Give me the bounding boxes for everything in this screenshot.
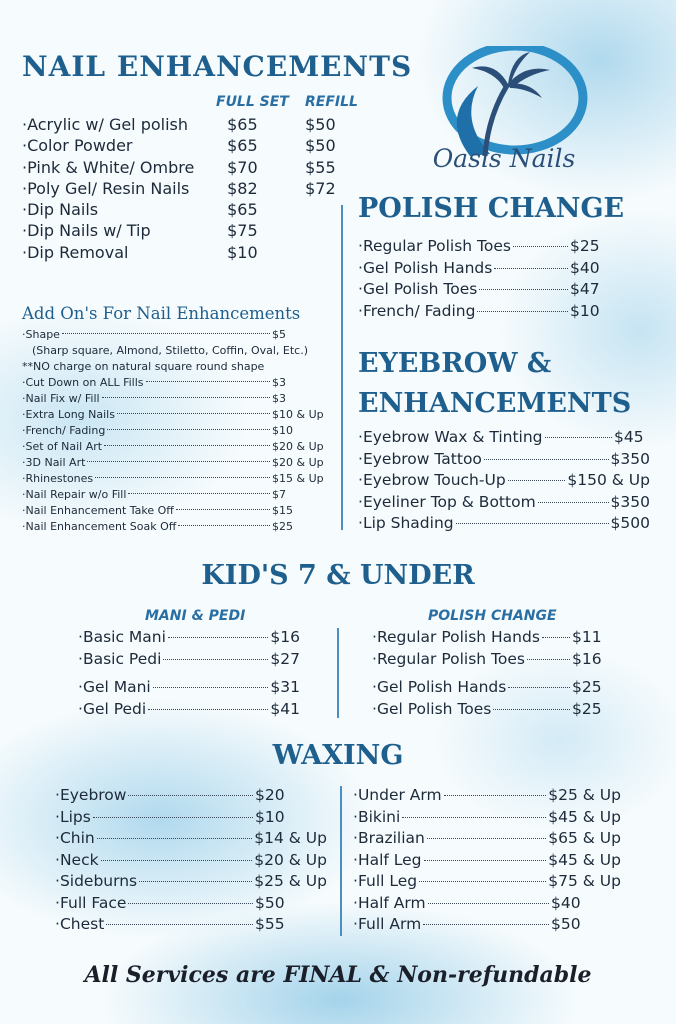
list-item bbox=[22, 519, 324, 535]
bullet: · bbox=[78, 649, 83, 668]
item-price: $25 & Up bbox=[548, 786, 621, 804]
full-set-price: $82 bbox=[227, 178, 258, 198]
item-price: $25 bbox=[272, 520, 293, 533]
item-name: Poly Gel/ Resin Nails bbox=[27, 178, 190, 198]
item-name: French/ Fading bbox=[25, 424, 106, 437]
eyebrow-list bbox=[358, 427, 650, 535]
item-price: $16 bbox=[270, 628, 300, 646]
item-price: $7 bbox=[272, 488, 286, 501]
list-item bbox=[22, 199, 362, 220]
kids-title: KID'S 7 & UNDER bbox=[201, 560, 475, 591]
bullet: · bbox=[358, 258, 363, 277]
bullet: · bbox=[353, 872, 358, 890]
item-name: Eyebrow Touch-Up bbox=[362, 471, 506, 489]
bullet: · bbox=[22, 440, 26, 453]
item-price: $11 bbox=[572, 628, 602, 646]
item-name: Half Arm bbox=[357, 893, 426, 912]
leader-dots bbox=[479, 289, 568, 290]
item-price: $5 bbox=[272, 328, 286, 341]
bullet: · bbox=[22, 472, 26, 485]
bullet: · bbox=[22, 488, 26, 501]
polish-change-title: POLISH CHANGE bbox=[358, 193, 625, 224]
shape-note-2: **NO charge on natural square round shape bbox=[22, 360, 265, 373]
item-price: $15 & Up bbox=[272, 472, 324, 485]
leader-dots bbox=[427, 838, 546, 839]
list-item bbox=[55, 893, 327, 915]
item-name: Dip Removal bbox=[27, 242, 129, 262]
item-name: Eyebrow Wax & Tinting bbox=[362, 428, 543, 446]
bullet: · bbox=[353, 807, 358, 826]
leader-dots bbox=[513, 246, 568, 247]
item-price: $50 bbox=[551, 915, 581, 933]
bullet: · bbox=[353, 893, 358, 912]
item-price: $20 bbox=[255, 786, 285, 804]
leader-dots bbox=[163, 659, 268, 660]
list-item bbox=[22, 503, 324, 519]
bullet: · bbox=[78, 699, 83, 718]
item-price: $10 bbox=[570, 301, 600, 320]
item-name: Regular Polish Toes bbox=[362, 237, 511, 255]
item-name: Gel Mani bbox=[82, 678, 151, 696]
bullet: · bbox=[22, 178, 28, 198]
list-item bbox=[22, 407, 324, 423]
list-item bbox=[22, 242, 362, 263]
leader-dots bbox=[139, 881, 252, 882]
list-item bbox=[372, 699, 602, 721]
leader-dots bbox=[508, 480, 566, 481]
item-price: $20 & Up bbox=[272, 456, 324, 469]
item-price: $3 bbox=[272, 392, 286, 405]
list-item bbox=[358, 258, 606, 280]
item-name: Gel Polish Hands bbox=[362, 258, 493, 277]
nail-list bbox=[22, 114, 362, 263]
item-name: Eyebrow bbox=[59, 786, 127, 804]
leader-dots bbox=[423, 924, 549, 925]
item-name: Regular Polish Hands bbox=[376, 628, 540, 646]
list-item bbox=[22, 220, 362, 241]
list-item bbox=[372, 649, 602, 671]
leader-dots bbox=[153, 687, 269, 688]
bullet: · bbox=[358, 237, 363, 255]
bullet: · bbox=[358, 471, 363, 489]
list-item bbox=[78, 677, 300, 699]
list-item bbox=[55, 871, 327, 893]
bullet: · bbox=[55, 786, 60, 804]
item-price: $500 bbox=[610, 514, 650, 532]
list-item bbox=[358, 513, 650, 535]
leader-dots bbox=[178, 525, 270, 526]
item-name: Full Leg bbox=[357, 872, 418, 890]
item-name: Pink & White/ Ombre bbox=[27, 157, 195, 177]
shape-note: (Sharp square, Almond, Stiletto, Coffin, Oval, Etc.) bbox=[32, 344, 309, 357]
list-item bbox=[358, 449, 650, 471]
list-item bbox=[22, 471, 324, 487]
item-price: $350 bbox=[610, 449, 650, 468]
list-item bbox=[358, 236, 606, 258]
item-name: Rhinestones bbox=[25, 472, 94, 485]
item-name: Eyeliner Top & Bottom bbox=[362, 492, 536, 511]
leader-dots bbox=[538, 502, 609, 503]
kids-divider bbox=[337, 628, 339, 718]
bullet: · bbox=[358, 514, 363, 532]
bullet: · bbox=[78, 628, 83, 646]
item-name: Chest bbox=[59, 915, 105, 933]
kids-mani-pedi-header: MANI & PEDI bbox=[145, 608, 246, 624]
leader-dots bbox=[128, 903, 253, 904]
full-set-header: FULL SET bbox=[216, 94, 289, 110]
refill-price: $72 bbox=[305, 178, 336, 198]
kids-polish-header: POLISH CHANGE bbox=[428, 608, 557, 624]
item-price: $25 & Up bbox=[254, 872, 327, 890]
item-name: Nail Fix w/ Fill bbox=[25, 392, 100, 405]
waxing-right-list bbox=[353, 785, 621, 936]
item-price: $20 & Up bbox=[254, 850, 327, 869]
leader-dots bbox=[128, 493, 270, 494]
leader-dots bbox=[493, 709, 570, 710]
bullet: · bbox=[353, 915, 358, 933]
nail-enhancements-title: NAIL ENHANCEMENTS bbox=[22, 50, 413, 83]
leader-dots bbox=[106, 924, 253, 925]
list-item bbox=[55, 807, 327, 829]
list-item bbox=[22, 423, 324, 439]
bullet: · bbox=[372, 628, 377, 646]
bullet: · bbox=[22, 376, 26, 389]
item-price: $350 bbox=[610, 492, 650, 511]
leader-dots bbox=[93, 817, 253, 818]
item-name: 3D Nail Art bbox=[25, 456, 86, 469]
full-set-price: $70 bbox=[227, 157, 258, 177]
item-price: $50 bbox=[255, 893, 285, 912]
leader-dots bbox=[494, 268, 568, 269]
item-price: $31 bbox=[270, 678, 300, 696]
leader-dots bbox=[117, 413, 270, 414]
bullet: · bbox=[78, 678, 83, 696]
item-name: Dip Nails w/ Tip bbox=[27, 221, 151, 241]
bullet: · bbox=[22, 408, 26, 421]
list-item bbox=[78, 699, 300, 721]
item-name: Under Arm bbox=[357, 786, 442, 804]
bullet: · bbox=[22, 242, 28, 262]
bullet: · bbox=[22, 456, 26, 469]
list-item: · Shape $5 bbox=[22, 327, 324, 343]
leader-dots bbox=[128, 795, 253, 796]
leader-dots bbox=[168, 637, 269, 638]
list-item bbox=[22, 391, 324, 407]
list-item bbox=[358, 492, 650, 514]
item-price: $55 bbox=[255, 915, 285, 933]
list-item bbox=[353, 785, 621, 807]
bullet: · bbox=[22, 221, 28, 241]
bullet: · bbox=[55, 850, 60, 869]
leader-dots bbox=[176, 509, 270, 510]
bullet: · bbox=[372, 678, 377, 696]
item-name: Chin bbox=[59, 829, 95, 847]
item-price: $10 bbox=[255, 807, 285, 826]
list-item bbox=[372, 627, 602, 649]
list-item bbox=[353, 914, 621, 936]
item-price: $16 bbox=[572, 649, 602, 668]
list-item bbox=[22, 455, 324, 471]
full-set-price: $10 bbox=[227, 242, 258, 262]
item-name: Gel Polish Toes bbox=[376, 699, 492, 718]
leader-dots bbox=[148, 709, 268, 710]
item-name: Basic Mani bbox=[82, 628, 166, 646]
list-item bbox=[55, 785, 327, 807]
item-name: Set of Nail Art bbox=[25, 440, 103, 453]
item-name: Neck bbox=[59, 850, 99, 869]
addons-list bbox=[22, 327, 324, 535]
list-item bbox=[22, 135, 362, 156]
item-name: Gel Polish Toes bbox=[362, 280, 478, 298]
item-name: Regular Polish Toes bbox=[376, 649, 525, 668]
item-name: Cut Down on ALL Fills bbox=[25, 376, 144, 389]
bullet: · bbox=[358, 280, 363, 298]
list-item bbox=[353, 871, 621, 893]
list-item bbox=[358, 279, 606, 301]
refill-price: $55 bbox=[305, 157, 336, 177]
bullet: · bbox=[22, 392, 26, 405]
item-price: $150 & Up bbox=[567, 471, 650, 489]
item-name: Half Leg bbox=[357, 850, 422, 869]
full-set-price: $65 bbox=[227, 136, 258, 156]
bullet: · bbox=[353, 850, 358, 869]
leader-dots bbox=[484, 459, 609, 460]
item-price: $47 bbox=[570, 280, 600, 298]
bullet: · bbox=[22, 424, 26, 437]
eyebrow-title-line2: ENHANCEMENTS bbox=[358, 388, 632, 419]
item-price: $45 & Up bbox=[548, 807, 621, 826]
list-item bbox=[55, 914, 327, 936]
list-item bbox=[353, 893, 621, 915]
addons-title: Add On's For Nail Enhancements bbox=[22, 304, 301, 323]
list-item bbox=[22, 114, 362, 135]
leader-dots bbox=[419, 881, 546, 882]
leader-dots bbox=[104, 445, 270, 446]
list-item bbox=[78, 649, 300, 671]
list-item bbox=[22, 178, 362, 199]
item-name: Basic Pedi bbox=[82, 649, 162, 668]
list-item bbox=[22, 487, 324, 503]
item-name: Color Powder bbox=[27, 136, 133, 156]
item-price: $3 bbox=[272, 376, 286, 389]
item-price: $40 bbox=[551, 893, 581, 912]
bullet: · bbox=[358, 428, 363, 446]
bullet: · bbox=[353, 786, 358, 804]
item-price: $45 & Up bbox=[548, 850, 621, 869]
eyebrow-title bbox=[358, 344, 631, 424]
column-divider bbox=[341, 205, 343, 530]
logo bbox=[400, 46, 600, 186]
item-name: Nail Repair w/o Fill bbox=[25, 488, 127, 501]
leader-dots bbox=[424, 860, 547, 861]
list-item bbox=[22, 375, 324, 391]
item-name: Acrylic w/ Gel polish bbox=[27, 115, 189, 134]
leader-dots bbox=[102, 397, 270, 398]
waxing-divider bbox=[340, 786, 342, 936]
item-price: $10 bbox=[272, 424, 293, 437]
bullet: · bbox=[353, 829, 358, 847]
waxing-left-list bbox=[55, 785, 327, 936]
leader-dots bbox=[444, 795, 547, 796]
item-name: Full Arm bbox=[357, 915, 422, 933]
list-item bbox=[22, 439, 324, 455]
leader-dots bbox=[95, 477, 270, 478]
leader-dots bbox=[477, 311, 568, 312]
bullet: · bbox=[358, 301, 363, 320]
bullet: · bbox=[358, 492, 363, 511]
item-price: $14 & Up bbox=[254, 829, 327, 847]
item-price: $27 bbox=[270, 649, 300, 668]
bullet: · bbox=[55, 807, 60, 826]
list-item bbox=[358, 301, 606, 323]
waxing-title: WAXING bbox=[272, 740, 404, 771]
item-name: Extra Long Nails bbox=[25, 408, 115, 421]
kids-right-list bbox=[372, 627, 602, 720]
leader-dots bbox=[456, 523, 609, 524]
leader-dots bbox=[527, 659, 570, 660]
item-name: Dip Nails bbox=[27, 200, 99, 220]
full-set-price: $75 bbox=[227, 221, 258, 241]
bullet: · bbox=[22, 115, 28, 134]
bullet: · bbox=[22, 504, 26, 517]
list-item bbox=[55, 828, 327, 850]
item-price: $65 & Up bbox=[548, 829, 621, 847]
list-item bbox=[55, 850, 327, 872]
footer-note: All Services are FINAL & Non-refundable bbox=[84, 962, 592, 988]
list-item bbox=[358, 470, 650, 492]
item-name: French/ Fading bbox=[362, 301, 476, 320]
item-price: $45 bbox=[614, 428, 644, 446]
logo-text: Oasis Nails bbox=[432, 144, 576, 173]
item-name: Full Face bbox=[59, 893, 127, 912]
list-item bbox=[372, 677, 602, 699]
item-name: Brazilian bbox=[357, 829, 425, 847]
polish-list bbox=[358, 236, 606, 322]
item-price: $40 bbox=[570, 258, 600, 277]
list-item bbox=[353, 850, 621, 872]
item-name: Nail Enhancement Soak Off bbox=[25, 520, 177, 533]
list-item bbox=[353, 807, 621, 829]
bullet: · bbox=[22, 520, 26, 533]
leader-dots bbox=[508, 687, 570, 688]
item-price: $20 & Up bbox=[272, 440, 324, 453]
leader-dots bbox=[97, 838, 253, 839]
leader-dots bbox=[428, 903, 549, 904]
bullet: · bbox=[55, 915, 60, 933]
item-name: Sideburns bbox=[59, 872, 138, 890]
list-item bbox=[358, 427, 650, 449]
item-name: Gel Polish Hands bbox=[376, 678, 507, 696]
bullet: · bbox=[55, 829, 60, 847]
leader-dots bbox=[87, 461, 270, 462]
leader-dots bbox=[101, 860, 253, 861]
refill-header: REFILL bbox=[305, 94, 358, 110]
bullet: · bbox=[22, 157, 28, 177]
bullet: · bbox=[372, 649, 377, 668]
list-item bbox=[78, 627, 300, 649]
refill-price: $50 bbox=[305, 136, 336, 156]
leader-dots bbox=[542, 637, 570, 638]
item-name: Nail Enhancement Take Off bbox=[25, 504, 174, 517]
bullet: · bbox=[22, 136, 28, 156]
leader-dots bbox=[146, 381, 270, 382]
leader-dots bbox=[545, 437, 612, 438]
item-price: $25 bbox=[572, 699, 602, 718]
full-set-price: $65 bbox=[227, 115, 258, 134]
item-price: $10 & Up bbox=[272, 408, 324, 421]
full-set-price: $65 bbox=[227, 200, 258, 220]
item-price: $25 bbox=[570, 237, 600, 255]
bullet: · bbox=[22, 200, 28, 220]
leader-dots bbox=[107, 429, 270, 430]
item-price: $41 bbox=[270, 699, 300, 718]
eyebrow-title-line1: EYEBROW & bbox=[358, 348, 552, 379]
bullet: · bbox=[55, 893, 60, 912]
item-name: Shape bbox=[25, 328, 60, 341]
item-name: Gel Pedi bbox=[82, 699, 147, 718]
item-price: $15 bbox=[272, 504, 293, 517]
item-name: Lip Shading bbox=[362, 514, 454, 532]
refill-price: $50 bbox=[305, 115, 336, 134]
list-item bbox=[353, 828, 621, 850]
item-price: $75 & Up bbox=[548, 872, 621, 890]
item-name: Bikini bbox=[357, 807, 401, 826]
bullet: · bbox=[372, 699, 377, 718]
bullet: · bbox=[358, 449, 363, 468]
bullet: · bbox=[55, 872, 60, 890]
kids-left-list bbox=[78, 627, 300, 720]
leader-dots bbox=[402, 817, 546, 818]
item-price: $25 bbox=[572, 678, 602, 696]
item-name: Lips bbox=[59, 807, 91, 826]
list-item bbox=[22, 157, 362, 178]
item-name: Eyebrow Tattoo bbox=[362, 449, 482, 468]
